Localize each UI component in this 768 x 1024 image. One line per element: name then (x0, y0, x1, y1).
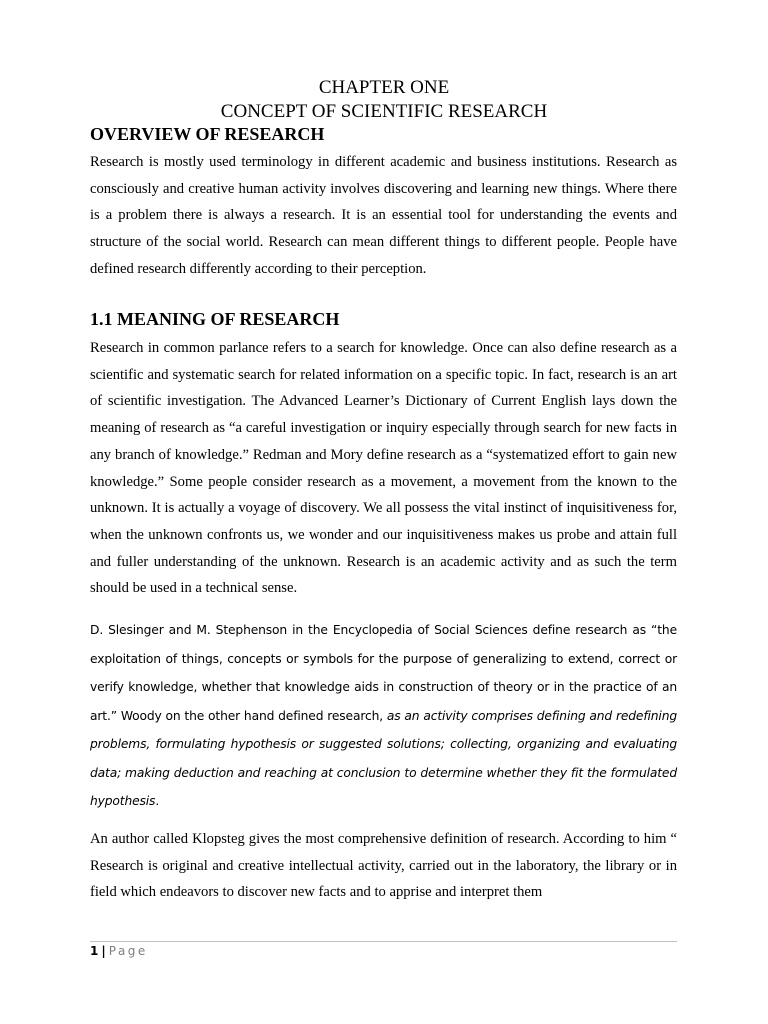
slesinger-paragraph (90, 616, 677, 816)
section-1-1-heading: 1.1 MEANING OF RESEARCH (90, 309, 340, 329)
page-label: Page (108, 944, 148, 958)
woody-definition-italic: as an activity comprises defining and redefining problems, formulating hypothesis or suggested solutions; collecting, organizing and evaluating data; making deduction and reaching at conclusion to determine whether they fit the formulated hypothesis (90, 708, 677, 808)
overview-paragraph: Research is mostly used terminology in different academic and business institutions. Research as consciously and creative human activity involves discovering and learning new things. Where there is a problem there is always a research. It is an essential tool for understanding the events and structure of the social world. Research can mean different things to different people. People have defined research differently according to their perception. (90, 154, 677, 277)
page-footer (90, 943, 148, 959)
chapter-label: CHAPTER ONE (318, 77, 450, 98)
slesinger-text: D. Slesinger and M. Stephenson in the Encyclopedia of Social Sciences define research as “the exploitation of things, concepts or symbols for the purpose of generalizing to extend, correct or verify knowledge, whether that knowledge aids in construction of theory or in the practice of an art.” Woody on the other hand defined research, (90, 623, 677, 723)
chapter-title: CONCEPT OF SCIENTIFIC RESEARCH (220, 101, 548, 122)
meaning-paragraph: Research in common parlance refers to a search for knowledge. Once can also define research as a scientific and systematic search for related information on a specific topic. In fact, research is an art of scientific investigation. The Advanced Learner’s Dictionary of Current English lays down the meaning of research as “a careful investigation or inquiry especially through search for new facts in any branch of knowledge.” Redman and Mory define research as a “systematized effort to gain new knowledge.” Some people consider research as a movement, a movement from the known to the unknown. It is actually a voyage of discovery. We all possess the vital instinct of inquisitiveness for, when the unknown confronts us, we wonder and our inquisitiveness makes us probe and attain full and fuller understanding of the unknown. Research is an academic activity and as such the term should be used in a technical sense. (90, 340, 677, 597)
page-number: 1 (90, 944, 99, 958)
footer-divider (90, 941, 677, 942)
footer-separator: | (101, 944, 106, 958)
klopsteg-paragraph: An author called Klopsteg gives the most comprehensive definition of research. According to him “ Research is original and creative intellectual activity, carried out in the laboratory, the library or in field which endeavors to discover new facts and to apprise and interpret them (90, 831, 677, 901)
slesinger-end: . (155, 794, 160, 808)
overview-heading: OVERVIEW OF RESEARCH (90, 124, 325, 144)
